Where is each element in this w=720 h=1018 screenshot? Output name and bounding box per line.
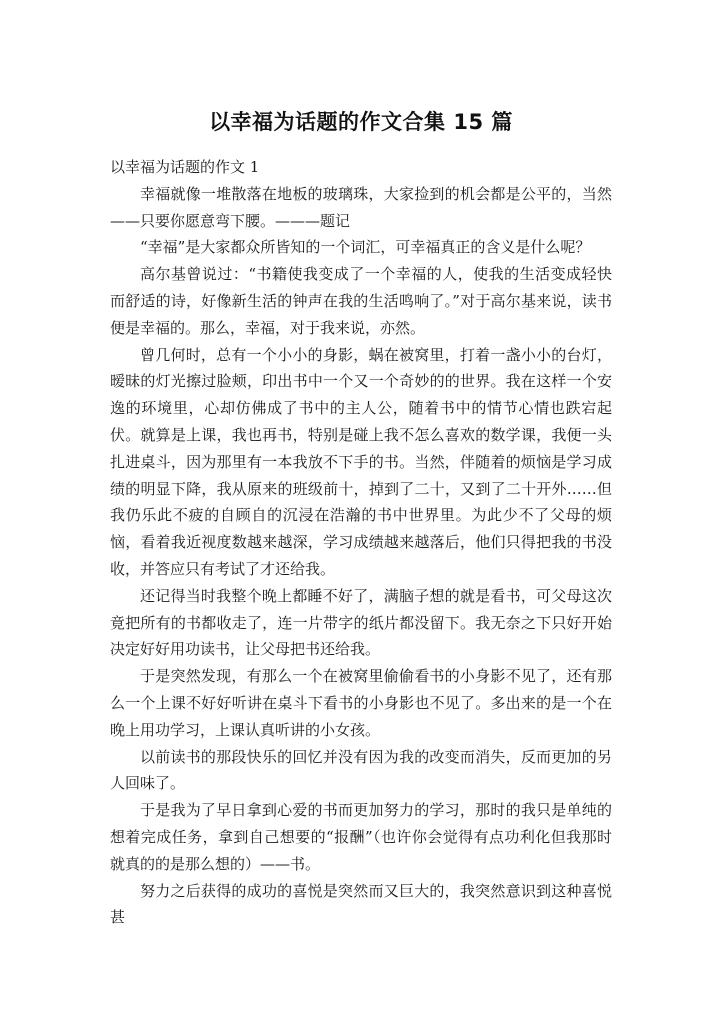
paragraph: 努力之后获得的成功的喜悦是突然而又巨大的，我突然意识到这种喜悦甚 (110, 881, 612, 927)
document-title: 以幸福为话题的作文合集 15 篇 (209, 110, 513, 134)
essay-heading: 以幸福为话题的作文 1 (110, 158, 260, 176)
paragraph: 曾几何时，总有一个小小的身影，蜗在被窝里，打着一盏小小的台灯，暧昧的灯光擦过脸颊，印出书中一个又一个奇妙的的世界。我在这样一个安逸的环境里，心却仿佛成了书中的主人公，随着书中的情节心情也跌宕起伏。就算是上课，我也再书，特别是碰上我不怎么喜欢的数学课，我便一头扎进桌斗，因为那里有一本我放不下手的书。当然，伴随着的烦恼是学习成绩的明显下降，我从原来的班级前十，掉到了二十，又到了二十开外……但我仍乐此不疲的自顾自的沉浸在浩瀚的书中世界里。为此少不了父母的烦恼，看着我近视度数越来越深，学习成绩越来越落后，他们只得把我的书没收，并答应只有考试了才还给我。 (110, 345, 612, 578)
paragraph: 还记得当时我整个晚上都睡不好了，满脑子想的就是看书，可父母这次竟把所有的书都收走了，连一片带字的纸片都没留下。我无奈之下只好开始决定好好用功读书，让父母把书还给我。 (110, 586, 612, 659)
paragraph: 于是我为了早日拿到心爱的书而更加努力的学习，那时的我只是单纯的想着完成任务，拿到自己想要的“报酬”（也许你会觉得有点功利化但我那时就真的的是那么想的）——书。 (110, 801, 612, 873)
paragraph: 于是突然发现，有那么一个在被窝里偷偷看书的小身影不见了，还有那么一个上课不好好听讲在桌斗下看书的小身影也不见了。多出来的是一个在晚上用功学习，上课认真听讲的小女孩。 (110, 667, 612, 739)
paragraph: “幸福”是大家都众所皆知的一个词汇，可幸福真正的含义是什么呢？ (140, 238, 591, 257)
paragraph: 高尔基曾说过：“书籍使我变成了一个幸福的人，使我的生活变成轻快而舒适的诗，好像新生活的钟声在我的生活鸣响了。”对于高尔基来说，读书便是幸福的。那么，幸福，对于我来说，亦然。 (110, 265, 612, 337)
paragraph: 幸福就像一堆散落在地板的玻璃珠，大家捡到的机会都是公平的，当然——只要你愿意弯下腰。———题记 (110, 184, 612, 230)
paragraph: 以前读书的那段快乐的回忆并没有因为我的改变而消失，反而更加的另人回味了。 (110, 747, 612, 793)
